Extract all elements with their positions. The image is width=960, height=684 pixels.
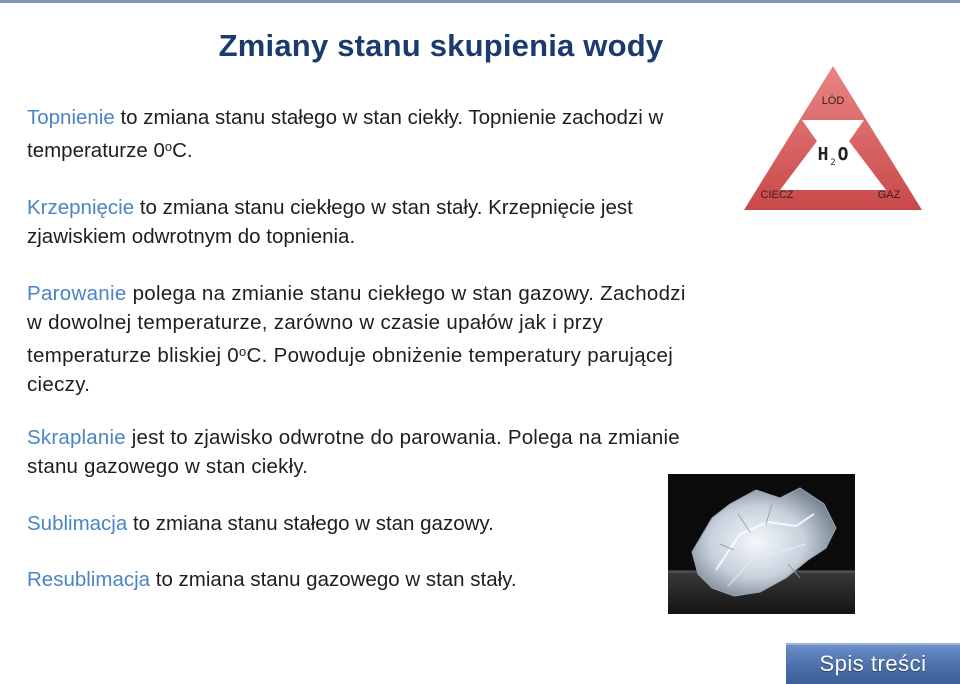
- degree-superscript: o: [164, 139, 173, 154]
- paragraph-text: jest to zjawisko odwrotne do parowania. Polega na zmianie stanu gazowego w stan ciekły.: [27, 426, 680, 478]
- label-ciecz: CIECZ: [760, 189, 794, 201]
- paragraph-text: C. Powoduje obniżenie temperatury parującej cieczy.: [27, 344, 674, 396]
- water-states-diagram: [744, 64, 922, 212]
- term-topnienie: Topnienie: [27, 106, 115, 129]
- paragraph-parowanie: [27, 279, 687, 399]
- label-lod: LÓD: [821, 95, 845, 107]
- label-h: H: [817, 144, 829, 165]
- term-sublimacja: Sublimacja: [27, 512, 128, 535]
- ice-photo: [668, 474, 855, 614]
- table-of-contents-button[interactable]: Spis treści: [786, 643, 960, 684]
- paragraph-text: to zmiana stanu ciekłego w stan stały. Krzepnięcie jest zjawiskiem odwrotnym do topnienia.: [27, 196, 633, 248]
- paragraph-text: C.: [172, 139, 193, 162]
- ice-crystal-image: [668, 474, 855, 614]
- term-skraplanie: Skraplanie: [27, 426, 126, 449]
- paragraph-krzepniecie: [27, 193, 727, 251]
- paragraph-text: to zmiana stanu stałego w stan gazowy.: [127, 512, 494, 535]
- label-gaz: GAZ: [877, 189, 901, 201]
- paragraph-text: polega na zmianie stanu ciekłego w stan gazowy. Zachodzi w dowolnej temperaturze, zarówno w czasie upałów jak i przy temperaturze bliskiej 0: [27, 282, 686, 367]
- paragraph-topnienie: [27, 103, 727, 165]
- term-parowanie: Parowanie: [27, 282, 127, 305]
- paragraph-text: to zmiana stanu gazowego w stan stały.: [150, 568, 517, 591]
- degree-superscript: o: [239, 344, 247, 359]
- top-border-line: [0, 0, 960, 3]
- label-sub-2: 2: [830, 158, 836, 168]
- paragraph-text: to zmiana stanu stałego w stan ciekły. Topnienie zachodzi w temperaturze 0: [27, 106, 664, 162]
- label-o: O: [837, 144, 849, 165]
- page-title: Zmiany stanu skupienia wody: [218, 28, 664, 63]
- paragraph-sublimacja: [27, 509, 707, 538]
- paragraph-skraplanie: [27, 423, 707, 481]
- paragraph-resublimacja: [27, 565, 707, 594]
- term-resublimacja: Resublimacja: [27, 568, 151, 591]
- term-krzepniecie: Krzepnięcie: [27, 196, 135, 219]
